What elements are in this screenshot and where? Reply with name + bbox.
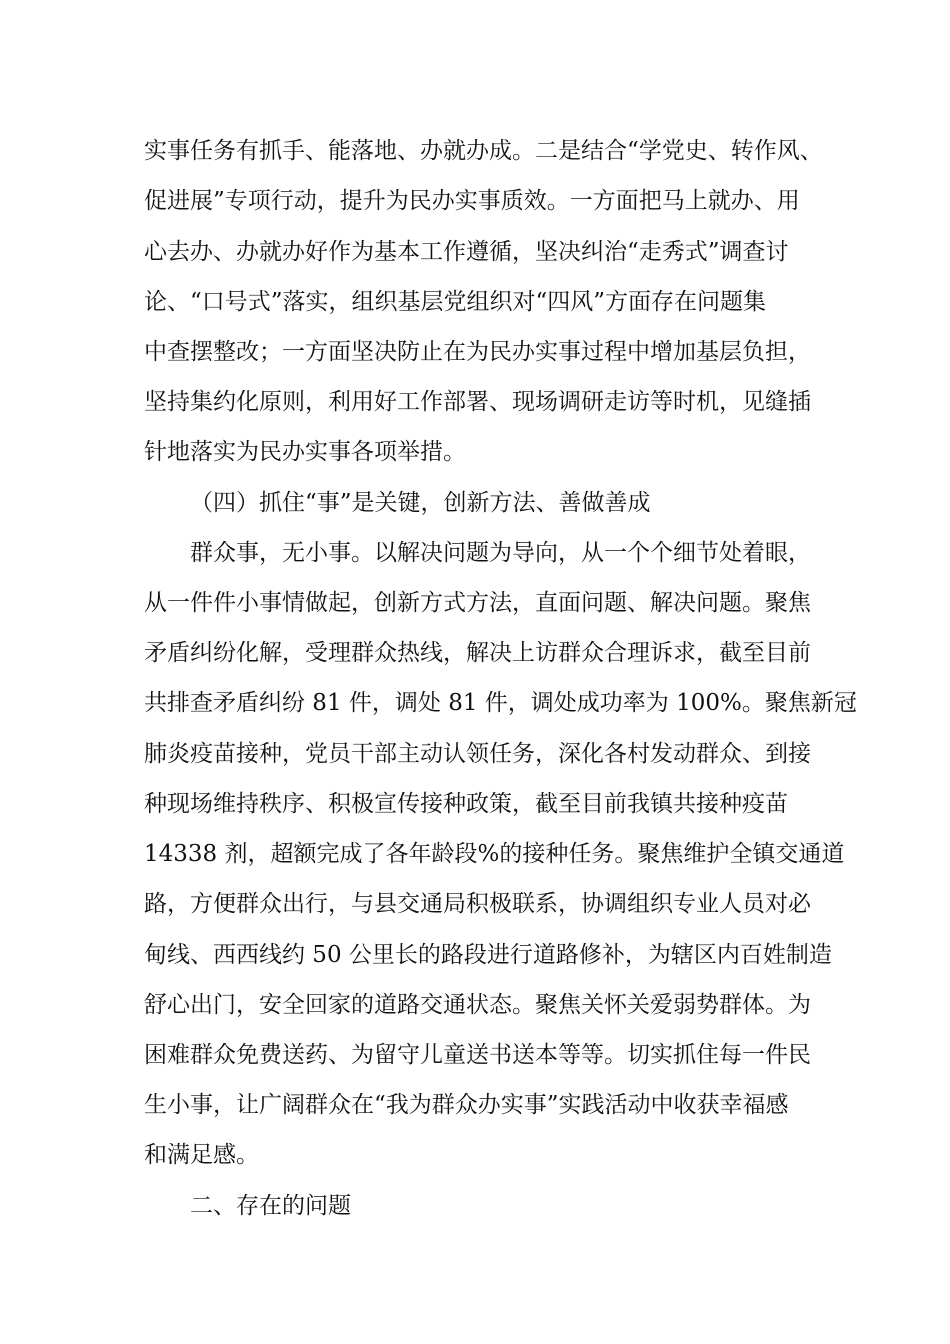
text-line: 群众事，无小事。以解决问题为导向，从一个个细节处着眼，: [190, 540, 811, 566]
text-line: 论、“口号式”落实，组织基层党组织对“四风”方面存在问题集: [144, 289, 767, 315]
text-line: 14338 剂，超额完成了各年龄段%的接种任务。聚焦维护全镇交通道: [144, 841, 845, 867]
text-line: 中查摆整改；一方面坚决防止在为民办实事过程中增加基层负担，: [144, 339, 811, 365]
text-line: 实事任务有抓手、能落地、办就办成。二是结合“学党史、转作风、: [144, 138, 823, 164]
text-line: 路，方便群众出行，与县交通局积极联系，协调组织专业人员对必: [144, 891, 811, 917]
text-line: 种现场维持秩序、积极宣传接种政策，截至目前我镇共接种疫苗: [144, 791, 788, 817]
text-line: 甸线、西西线约 50 公里长的路段进行道路修补，为辖区内百姓制造: [144, 942, 832, 968]
text-line: 肺炎疫苗接种，党员干部主动认领任务，深化各村发动群众、到接: [144, 741, 811, 767]
text-line: 针地落实为民办实事各项举措。: [144, 439, 466, 465]
text-line: 舒心出门，安全回家的道路交通状态。聚焦关怀关爱弱势群体。为: [144, 992, 811, 1018]
text-line: 坚持集约化原则，利用好工作部署、现场调研走访等时机，见缝插: [144, 389, 811, 415]
text-line: 心去办、办就办好作为基本工作遵循，坚决纠治“走秀式”调查讨: [144, 239, 789, 265]
text-line: 和满足感。: [144, 1142, 259, 1168]
text-line: 生小事，让广阔群众在“我为群众办实事”实践活动中收获幸福感: [144, 1092, 789, 1118]
text-line: 从一件件小事情做起，创新方式方法，直面问题、解决问题。聚焦: [144, 590, 811, 616]
text-line: 共排查矛盾纠纷 81 件，调处 81 件，调处成功率为 100%。聚焦新冠: [144, 690, 857, 716]
section-heading: 二、存在的问题: [190, 1193, 351, 1219]
section-heading: （四）抓住“事”是关键，创新方法、善做善成: [190, 490, 651, 516]
text-line: 矛盾纠纷化解，受理群众热线，解决上访群众合理诉求，截至目前: [144, 640, 811, 666]
text-line: 促进展”专项行动，提升为民办实事质效。一方面把马上就办、用: [144, 188, 800, 214]
text-line: 困难群众免费送药、为留守儿童送书送本等等。切实抓住每一件民: [144, 1042, 811, 1068]
